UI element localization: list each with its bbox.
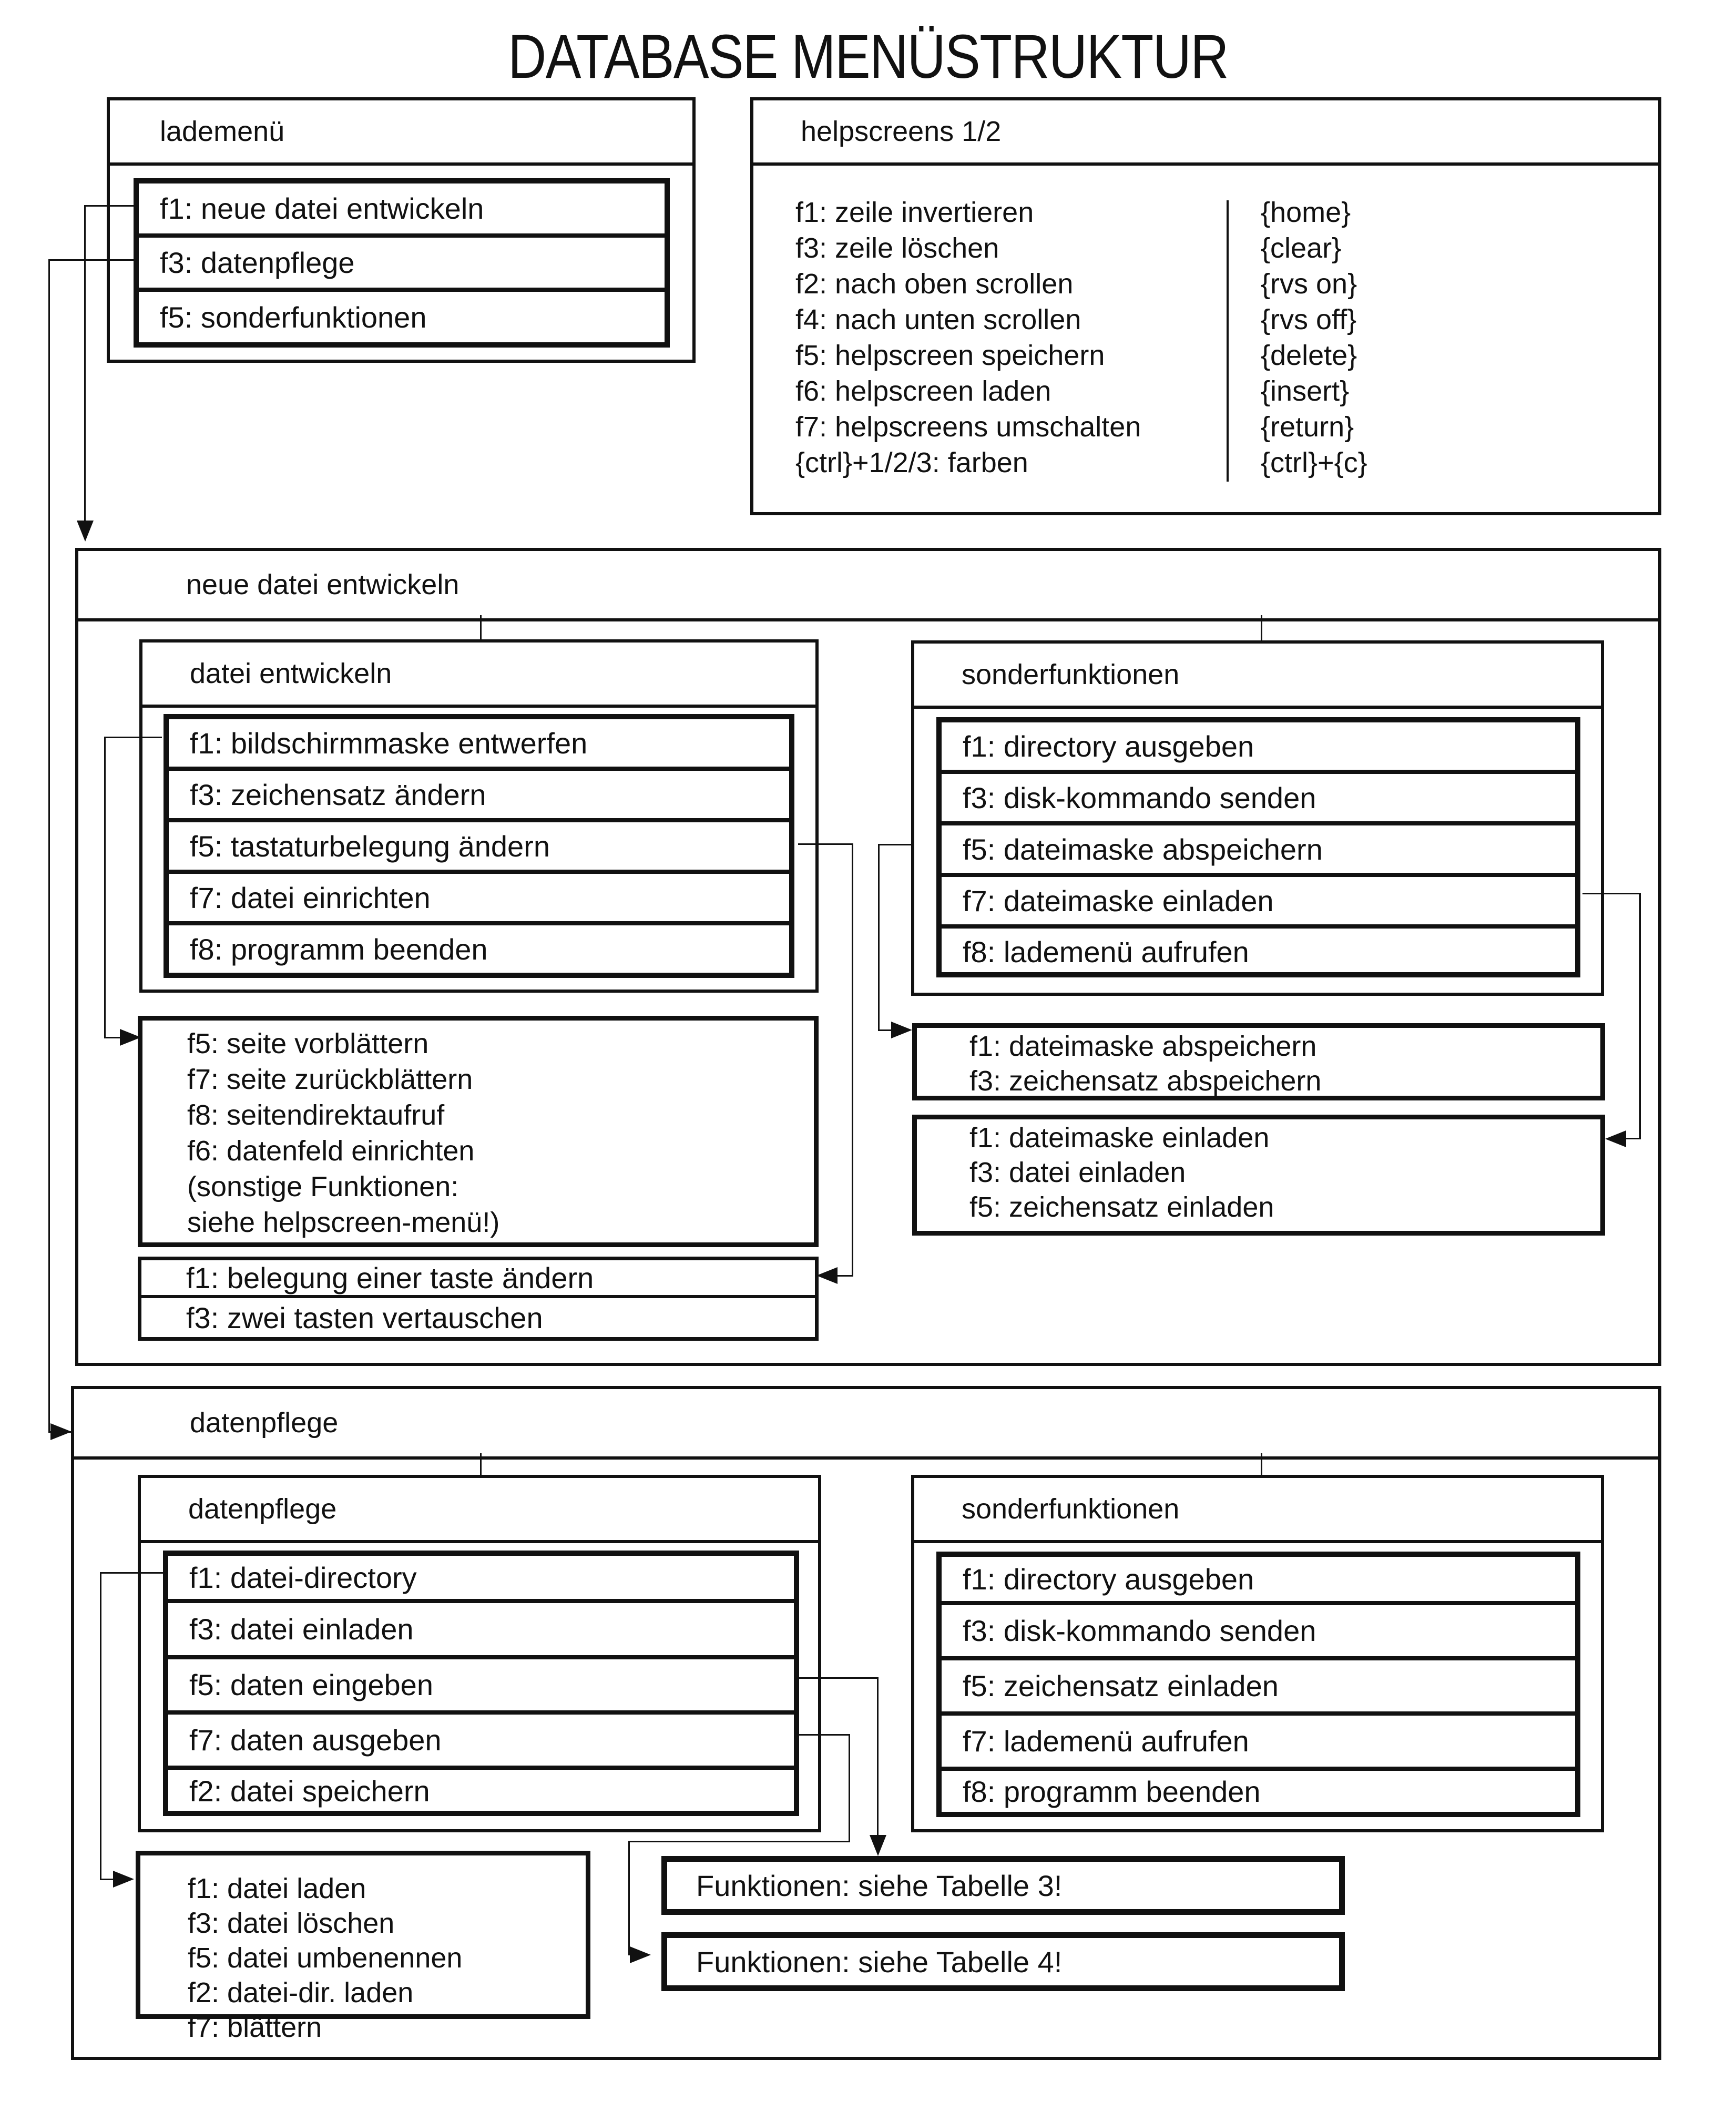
sonderfunktionen-panel bbox=[911, 640, 1604, 996]
menu-item-daten-ausgeben[interactable] bbox=[168, 1715, 794, 1770]
arrow-right-icon bbox=[630, 1946, 651, 1963]
neue-datei-header: neue datei entwickeln bbox=[186, 569, 459, 600]
menu-item-daten-eingeben[interactable] bbox=[168, 1659, 794, 1715]
page-title: DATABASE MENÜSTRUKTUR bbox=[508, 22, 1228, 91]
list-item: f3: zeichensatz abspeichern bbox=[969, 1065, 1322, 1097]
datenpflege-menu bbox=[163, 1551, 799, 1816]
datei-entwickeln-panel bbox=[139, 639, 819, 993]
connector-line bbox=[104, 737, 162, 738]
list-item: f5: datei umbenennen bbox=[188, 1942, 463, 1974]
menu-item-dateimaske-einladen[interactable] bbox=[942, 877, 1575, 929]
help-row: f3: zeile löschen {clear} bbox=[795, 232, 1342, 264]
menu-item-label: f8: lademenü aufrufen bbox=[963, 935, 1249, 968]
arrow-down-icon bbox=[77, 521, 94, 542]
connector-line bbox=[1261, 1453, 1262, 1475]
menu-item-label: f5: sonderfunktionen bbox=[160, 300, 427, 334]
menu-item-label: f3: disk-kommando senden bbox=[963, 1614, 1316, 1647]
menu-item-lademenu-aufrufen[interactable] bbox=[942, 1716, 1575, 1771]
help-row: f6: helpscreen laden {insert} bbox=[795, 375, 1350, 407]
menu-item-bildschirmmaske[interactable] bbox=[169, 719, 789, 771]
datenpflege-sonderfunktionen-header: sonderfunktionen bbox=[962, 1493, 1180, 1525]
connector-line bbox=[799, 1734, 850, 1736]
list-item: f7: seite zurückblättern bbox=[187, 1064, 473, 1095]
menu-item-zeichensatz-einladen[interactable] bbox=[942, 1660, 1575, 1716]
sonderfunktionen-menu bbox=[936, 717, 1580, 977]
arrow-right-icon bbox=[113, 1871, 134, 1888]
list-item: siehe helpscreen-menü!) bbox=[187, 1207, 500, 1238]
connector-line bbox=[480, 615, 482, 640]
lademenu-item-neue-datei[interactable] bbox=[139, 183, 665, 238]
connector-line bbox=[878, 844, 912, 845]
bildschirmmaske-submenu bbox=[138, 1016, 819, 1247]
menu-item-label: f8: programm beenden bbox=[190, 932, 488, 966]
menu-item-lademenu-aufrufen[interactable] bbox=[942, 929, 1575, 975]
list-item: f3: datei löschen bbox=[188, 1908, 395, 1939]
datenpflege-menu-panel bbox=[138, 1475, 821, 1832]
datenpflege-menu-header: datenpflege bbox=[188, 1493, 337, 1525]
tabelle4-label-wrap bbox=[667, 1938, 1339, 1985]
help-row: f2: nach oben scrollen {rvs on} bbox=[795, 268, 1357, 300]
menu-item-label: f1: datei-directory bbox=[189, 1561, 417, 1594]
arrow-right-icon bbox=[50, 1423, 72, 1440]
list-item: f6: datenfeld einrichten bbox=[187, 1135, 475, 1167]
menu-item-label: f5: daten eingeben bbox=[189, 1668, 433, 1701]
menu-item-label: f1: belegung einer taste ändern bbox=[186, 1261, 594, 1294]
connector-line bbox=[1582, 893, 1640, 894]
connector-line bbox=[1261, 615, 1262, 640]
menu-item-label: f1: neue datei entwickeln bbox=[160, 192, 484, 225]
menu-item-label: f5: zeichensatz einladen bbox=[963, 1669, 1279, 1702]
help-row: {ctrl}+1/2/3: farben {ctrl}+{c} bbox=[795, 447, 1367, 478]
help-row: f1: zeile invertieren {home} bbox=[795, 197, 1351, 228]
menu-item-label: f3: zeichensatz ändern bbox=[190, 778, 486, 811]
tabelle3-box[interactable] bbox=[661, 1856, 1345, 1915]
menu-item-label: f7: lademenü aufrufen bbox=[963, 1725, 1249, 1758]
arrow-left-icon bbox=[1605, 1130, 1626, 1147]
list-item: f1: dateimaske einladen bbox=[969, 1122, 1270, 1154]
menu-item-belegung[interactable] bbox=[141, 1260, 815, 1298]
menu-item-label: f1: directory ausgeben bbox=[963, 1562, 1254, 1596]
menu-item-datei-einladen[interactable] bbox=[168, 1603, 794, 1659]
menu-item-label: f1: directory ausgeben bbox=[963, 729, 1254, 763]
tastatur-submenu bbox=[138, 1257, 819, 1341]
menu-item-programm-beenden[interactable] bbox=[169, 925, 789, 973]
menu-item-zeichensatz[interactable] bbox=[169, 771, 789, 822]
tabelle3-label: Funktionen: siehe Tabelle 3! bbox=[696, 1869, 1063, 1902]
help-row: f4: nach unten scrollen {rvs off} bbox=[795, 304, 1357, 335]
connector-line bbox=[628, 1841, 630, 1955]
list-item: f1: datei laden bbox=[188, 1873, 366, 1904]
connector-line bbox=[100, 1572, 163, 1574]
tabelle4-label: Funktionen: siehe Tabelle 4! bbox=[696, 1945, 1063, 1979]
lademenu-menu bbox=[134, 178, 670, 348]
datei-entwickeln-header: datei entwickeln bbox=[190, 658, 392, 689]
menu-item-datei-einrichten[interactable] bbox=[169, 874, 789, 925]
lademenu-item-datenpflege[interactable] bbox=[139, 238, 665, 292]
list-item: f3: datei einladen bbox=[969, 1157, 1186, 1188]
list-item: f2: datei-dir. laden bbox=[188, 1977, 414, 2008]
menu-item-label: f8: programm beenden bbox=[963, 1775, 1261, 1808]
sonderfunktionen-header: sonderfunktionen bbox=[962, 659, 1180, 690]
menu-item-label: f5: dateimaske abspeichern bbox=[963, 832, 1323, 866]
connector-line bbox=[798, 843, 853, 845]
datenpflege-sonderfunktionen-panel bbox=[911, 1475, 1604, 1832]
lademenu-header: lademenü bbox=[160, 116, 285, 147]
menu-item-tastaturbelegung[interactable] bbox=[169, 822, 789, 874]
menu-item-tasten-vertauschen[interactable] bbox=[141, 1298, 815, 1337]
lademenu-panel bbox=[107, 97, 696, 363]
connector-line bbox=[628, 1841, 850, 1842]
tabelle4-box[interactable] bbox=[661, 1932, 1345, 1991]
helpscreens-header: helpscreens 1/2 bbox=[801, 116, 1002, 147]
list-item: f5: zeichensatz einladen bbox=[969, 1191, 1274, 1223]
tabelle3-label-wrap bbox=[667, 1862, 1339, 1909]
menu-item-programm-beenden[interactable] bbox=[942, 1771, 1575, 1812]
connector-line bbox=[84, 205, 86, 521]
helpscreens-panel bbox=[750, 97, 1661, 515]
connector-line bbox=[100, 1572, 101, 1880]
menu-item-disk-kommando-senden[interactable] bbox=[942, 1605, 1575, 1660]
menu-item-label: f7: datei einrichten bbox=[190, 881, 431, 914]
connector-line bbox=[878, 844, 880, 1031]
connector-line bbox=[1639, 893, 1641, 1139]
arrow-down-icon bbox=[870, 1835, 886, 1856]
lademenu-item-sonderfunktionen[interactable] bbox=[139, 292, 665, 342]
help-row: f5: helpscreen speichern {delete} bbox=[795, 340, 1357, 371]
list-item: (sonstige Funktionen: bbox=[187, 1171, 459, 1202]
connector-line bbox=[480, 1453, 482, 1475]
menu-item-directory-ausgeben[interactable] bbox=[942, 1557, 1575, 1605]
connector-line bbox=[849, 1734, 850, 1842]
abspeichern-submenu bbox=[912, 1023, 1605, 1100]
menu-item-directory[interactable] bbox=[942, 722, 1575, 774]
menu-item-label: f3: disk-kommando senden bbox=[963, 781, 1316, 814]
directory-submenu bbox=[136, 1851, 590, 2043]
list-item: f1: dateimaske abspeichern bbox=[969, 1031, 1317, 1062]
menu-item-label: f1: bildschirmmaske entwerfen bbox=[190, 726, 588, 760]
list-item: f7: blättern bbox=[188, 2012, 322, 2043]
connector-line bbox=[48, 259, 50, 1432]
menu-item-label: f5: tastaturbelegung ändern bbox=[190, 829, 550, 863]
menu-item-label: f3: datei einladen bbox=[189, 1613, 414, 1646]
connector-line bbox=[852, 843, 853, 1276]
connector-line bbox=[104, 737, 106, 1038]
arrow-left-icon bbox=[816, 1267, 838, 1284]
connector-line bbox=[48, 259, 134, 261]
list-item: f5: seite vorblättern bbox=[187, 1028, 429, 1059]
menu-item-label: f3: datenpflege bbox=[160, 246, 355, 279]
list-item: f8: seitendirektaufruf bbox=[187, 1099, 445, 1131]
connector-line bbox=[799, 1677, 878, 1679]
menu-item-dateimaske-abspeichern[interactable] bbox=[942, 825, 1575, 877]
connector-line bbox=[877, 1677, 879, 1838]
menu-item-datei-speichern[interactable] bbox=[168, 1770, 794, 1812]
menu-item-datei-directory[interactable] bbox=[168, 1556, 794, 1603]
arrow-right-icon bbox=[891, 1022, 912, 1038]
menu-item-disk-kommando[interactable] bbox=[942, 774, 1575, 825]
help-row: f7: helpscreens umschalten {return} bbox=[795, 411, 1354, 443]
einladen-submenu bbox=[912, 1115, 1605, 1236]
datenpflege-sonderfunktionen-menu bbox=[936, 1552, 1580, 1817]
datenpflege-header: datenpflege bbox=[190, 1407, 339, 1439]
connector-line bbox=[84, 205, 134, 207]
menu-item-label: f3: zwei tasten vertauschen bbox=[186, 1301, 543, 1334]
menu-item-label: f7: dateimaske einladen bbox=[963, 884, 1274, 917]
menu-item-label: f2: datei speichern bbox=[189, 1774, 430, 1808]
datei-entwickeln-menu bbox=[164, 714, 794, 978]
menu-item-label: f7: daten ausgeben bbox=[189, 1724, 442, 1757]
